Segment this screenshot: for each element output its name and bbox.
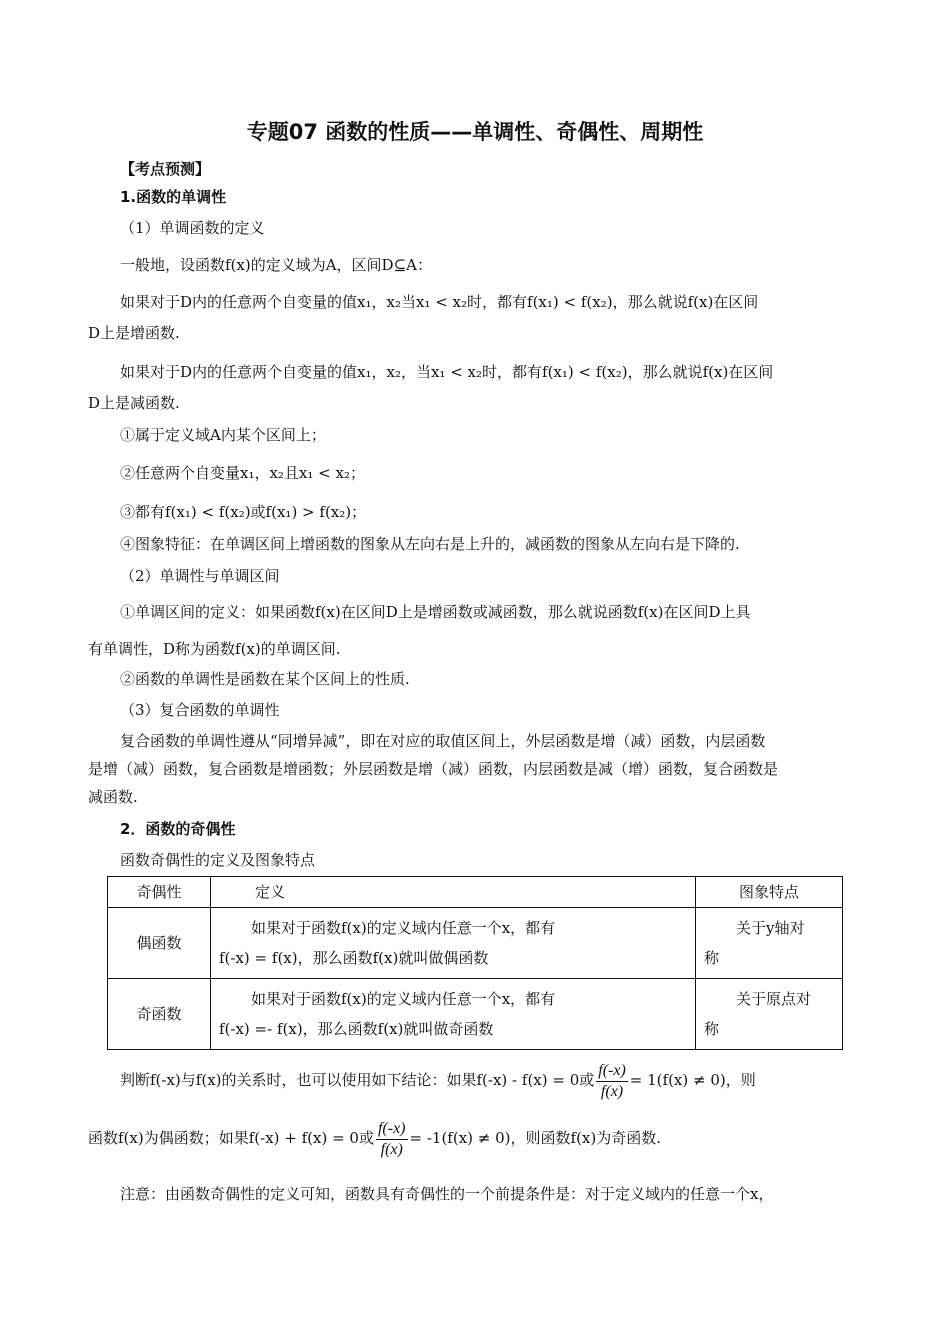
- table-row: [108, 908, 843, 979]
- composite-1: 复合函数的单调性遵从“同增异减”，即在对应的取值区间上，外层函数是增（减）函数，内层函数: [120, 732, 766, 750]
- paragraph-decreasing-1: 如果对于D内的任意两个自变量的值x₁，x₂，当x₁ < x₂时，都有f(x₁) < f(x₂)，那么就说f(x)在区间: [120, 363, 774, 381]
- fraction-1-numerator: f(-x): [596, 1061, 628, 1082]
- note-item-3: ③都有f(x₁) < f(x₂)或f(x₁) > f(x₂)；: [120, 503, 367, 521]
- heading-monotonicity: 1.函数的单调性: [120, 188, 227, 206]
- header-parity: 奇偶性: [108, 877, 211, 908]
- paragraph-increasing-1: 如果对于D内的任意两个自变量的值x₁，x₂当x₁ < x₂时，都有f(x₁) < f(x₂)，那么就说f(x)在区间: [120, 293, 759, 311]
- fraction-2-numerator: f(-x): [376, 1119, 408, 1140]
- row-even-feature: [696, 908, 843, 979]
- even-feature-line-2: 称: [704, 949, 720, 967]
- note-item-2: ②任意两个自变量x₁，x₂且x₁ < x₂；: [120, 464, 365, 482]
- parity-table: [107, 876, 843, 1050]
- subheading-definition: （1）单调函数的定义: [120, 219, 265, 237]
- paragraph-intro: 一般地，设函数f(x)的定义域为A，区间D⊆A：: [120, 256, 432, 274]
- interval-property: ②函数的单调性是函数在某个区间上的性质.: [120, 670, 410, 688]
- note-item-4: ④图象特征：在单调区间上增函数的图象从左向右是上升的，减函数的图象从左向右是下降的.: [120, 535, 740, 553]
- row-odd-feature: [696, 979, 843, 1050]
- note-item-1: ①属于定义域A内某个区间上；: [120, 426, 326, 444]
- odd-def-line-2: f(-x) =- f(x)，那么函数f(x)就叫做奇函数: [219, 1020, 494, 1038]
- paragraph-increasing-2: D上是增函数.: [88, 324, 180, 342]
- table-header-row: [108, 877, 843, 908]
- fraction-2-denominator: f(x): [380, 1140, 403, 1158]
- judgement-2-tail: = -1(f(x) ≠ 0)，则函数f(x)为奇函数.: [409, 1129, 661, 1147]
- even-def-line-2: f(-x) = f(x)，那么函数f(x)就叫做偶函数: [219, 949, 489, 967]
- paragraph-decreasing-2: D上是减函数.: [88, 394, 180, 412]
- table-row: [108, 979, 843, 1050]
- fraction-1-denominator: f(x): [600, 1082, 624, 1100]
- table-caption: 函数奇偶性的定义及图象特点: [120, 851, 316, 869]
- odd-def-line-1: 如果对于函数f(x)的定义域内任意一个x，都有: [251, 990, 556, 1008]
- composite-2: 是增（减）函数，复合函数是增函数；外层函数是增（减）函数，内层函数是减（增）函数，复合函数是: [88, 760, 779, 778]
- header-definition: 定义: [211, 877, 696, 908]
- subheading-composite: （3）复合函数的单调性: [120, 701, 280, 719]
- note-paragraph: 注意：由函数奇偶性的定义可知，函数具有奇偶性的一个前提条件是：对于定义域内的任意一个x，: [120, 1185, 774, 1203]
- fraction-1: [596, 1061, 628, 1102]
- odd-feature-line-1: 关于原点对: [736, 990, 812, 1008]
- even-feature-line-1: 关于y轴对: [736, 919, 805, 937]
- row-even-definition: [211, 908, 696, 979]
- subheading-interval: （2）单调性与单调区间: [120, 567, 280, 585]
- fraction-2: [376, 1119, 408, 1160]
- interval-def-1: ①单调区间的定义：如果函数f(x)在区间D上是增函数或减函数，那么就说函数f(x)在区间D上具: [120, 603, 751, 621]
- judgement-1-text: 判断f(-x)与f(x)的关系时，也可以使用如下结论：如果f(-x) - f(x) = 0或: [120, 1071, 595, 1089]
- judgement-line-2: [88, 1116, 661, 1160]
- row-odd-name: 奇函数: [108, 979, 211, 1050]
- row-odd-definition: [211, 979, 696, 1050]
- heading-parity: 2．函数的奇偶性: [120, 820, 236, 838]
- header-graph-feature: 图象特点: [696, 877, 843, 908]
- judgement-line-1: [120, 1058, 756, 1102]
- odd-feature-line-2: 称: [704, 1020, 720, 1038]
- row-even-name: 偶函数: [108, 908, 211, 979]
- judgement-1-tail: = 1(f(x) ≠ 0)，则: [629, 1071, 756, 1089]
- section-tag: 【考点预测】: [120, 160, 211, 178]
- judgement-2-text: 函数f(x)为偶函数；如果f(-x) + f(x) = 0或: [88, 1129, 374, 1147]
- even-def-line-1: 如果对于函数f(x)的定义域内任意一个x，都有: [251, 919, 556, 937]
- page-title: 专题07 函数的性质——单调性、奇偶性、周期性: [246, 120, 704, 144]
- composite-3: 减函数.: [88, 788, 138, 806]
- interval-def-2: 有单调性，D称为函数f(x)的单调区间.: [88, 640, 341, 658]
